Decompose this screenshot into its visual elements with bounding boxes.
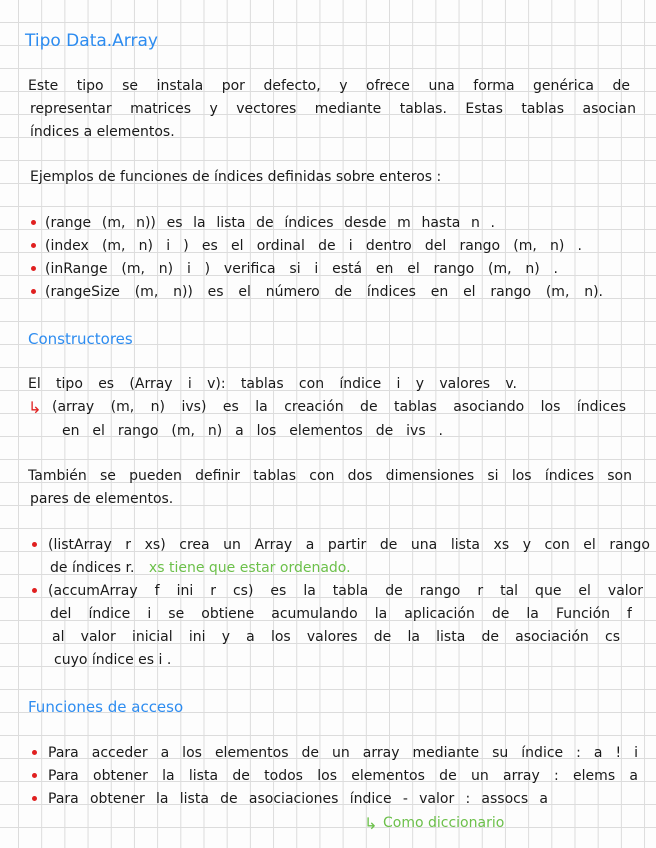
access-heading: Funciones de acceso	[28, 698, 184, 716]
type-line: El tipo es (Array i v): tablas con índice i y valores v.	[28, 376, 517, 392]
access-item: Para obtener la lista de todos los elementos de un array : elems a	[48, 768, 638, 784]
bullet-icon	[32, 796, 37, 801]
bullet-icon	[32, 750, 37, 755]
array-line: (array (m, n) ivs) es la creación de tablas asociando los índices	[52, 399, 626, 415]
accumarray-line: al valor inicial ini y a los valores de la lista de asociación cs	[52, 629, 620, 645]
access-item: Para acceder a los elementos de un array mediante su índice : a ! i	[48, 745, 638, 761]
bullet-icon	[32, 542, 37, 547]
example-item: (rangeSize (m, n)) es el número de índices en el rango (m, n).	[45, 284, 603, 300]
bullet-icon	[31, 289, 36, 294]
constructors-heading: Constructores	[28, 330, 133, 348]
access-item: Para obtener la lista de asociaciones índice - valor : assocs a	[48, 791, 548, 807]
array-line: en el rango (m, n) a los elementos de ivs .	[62, 423, 443, 439]
dictionary-note: Como diccionario	[383, 815, 505, 831]
intro-line: representar matrices y vectores mediante tablas. Estas tablas asocian	[30, 101, 636, 117]
arrow-icon: ↳	[28, 398, 42, 417]
intro-line: índices a elementos.	[30, 124, 175, 140]
example-item: (index (m, n) i ) es el ordinal de i dentro del rango (m, n) .	[45, 238, 582, 254]
listarray-text: de índices r.	[50, 560, 135, 576]
accumarray-line: (accumArray f ini r cs) es la tabla de rango r tal que el valor	[48, 583, 643, 599]
example-item: (inRange (m, n) i ) verifica si i está en el rango (m, n) .	[45, 261, 558, 277]
ordering-note: xs tiene que estar ordenado.	[148, 560, 351, 576]
two-dim-line: pares de elementos.	[30, 491, 174, 507]
bullet-icon	[32, 773, 37, 778]
page-title: Tipo Data.Array	[25, 31, 158, 51]
examples-heading: Ejemplos de funciones de índices definidas sobre enteros :	[30, 169, 442, 185]
two-dim-line: También se pueden definir tablas con dos dimensiones si los índices son	[28, 468, 632, 484]
example-item: (range (m, n)) es la lista de índices desde m hasta n .	[45, 215, 495, 231]
bullet-icon	[31, 220, 36, 225]
bullet-icon	[32, 588, 37, 593]
arrow-icon: ↳	[364, 814, 378, 833]
listarray-line	[50, 557, 351, 580]
bullet-icon	[31, 266, 36, 271]
intro-line: Este tipo se instala por defecto, y ofrece una forma genérica de	[28, 78, 630, 94]
listarray-line: (listArray r xs) crea un Array a partir de una lista xs y con el rango	[48, 537, 650, 553]
accumarray-line: del índice i se obtiene acumulando la aplicación de la Función f	[50, 606, 632, 622]
bullet-icon	[31, 243, 36, 248]
accumarray-line: cuyo índice es i .	[54, 652, 172, 668]
